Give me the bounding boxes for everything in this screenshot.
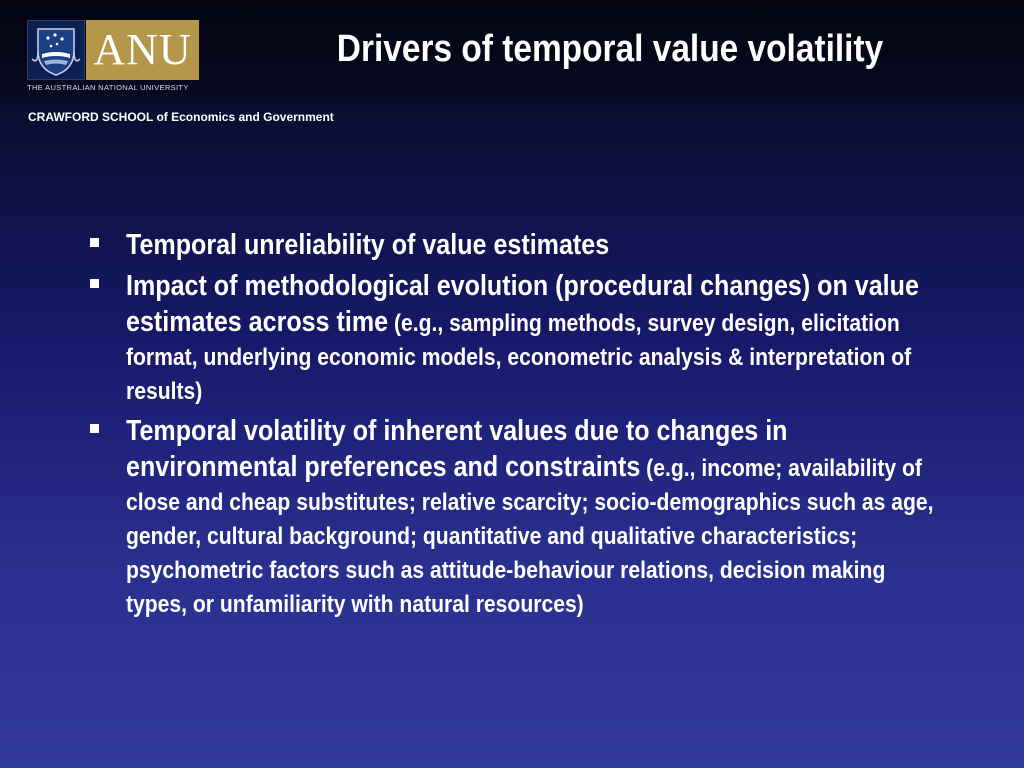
bullet-item — [90, 413, 970, 622]
anu-logo — [27, 20, 199, 96]
square-bullet-icon — [90, 279, 99, 288]
bullet-detail-text: (e.g., sampling methods, survey design, elicitation format, underlying economic models, econometric analysis & interpretation of results) — [126, 310, 912, 405]
bullet-main-text: Temporal volatility of inherent values due to changes in environmental preferences and constraints — [126, 415, 788, 483]
bullet-list — [90, 227, 970, 626]
logo-wordmark: ANU — [93, 25, 192, 74]
square-bullet-icon — [90, 238, 99, 247]
bullet-main-text: Impact of methodological evolution (procedural changes) on value estimates across time — [126, 270, 919, 338]
bullet-item — [90, 227, 970, 264]
bullet-main-text: Temporal unreliability of value estimates — [126, 229, 610, 261]
logo-wordmark-box — [86, 20, 199, 80]
school-label: CRAWFORD SCHOOL of Economics and Government — [28, 110, 334, 124]
bullet-detail-text: (e.g., income; availability of close and cheap substitutes; relative scarcity; socio-demographics such as age, gender, cultural background; quantitative and qualitative characteristics; psychometric factors such as attitude-behaviour relations, decision making types, or unfamiliarity with natural resources) — [126, 455, 934, 618]
crest-icon — [27, 20, 85, 80]
square-bullet-icon — [90, 424, 99, 433]
bullet-text — [126, 268, 936, 409]
bullet-text — [126, 413, 936, 622]
bullet-text — [126, 227, 936, 264]
university-name: THE AUSTRALIAN NATIONAL UNIVERSITY — [27, 83, 189, 92]
bullet-item — [90, 268, 970, 409]
slide-title: Drivers of temporal value volatility — [336, 28, 884, 70]
